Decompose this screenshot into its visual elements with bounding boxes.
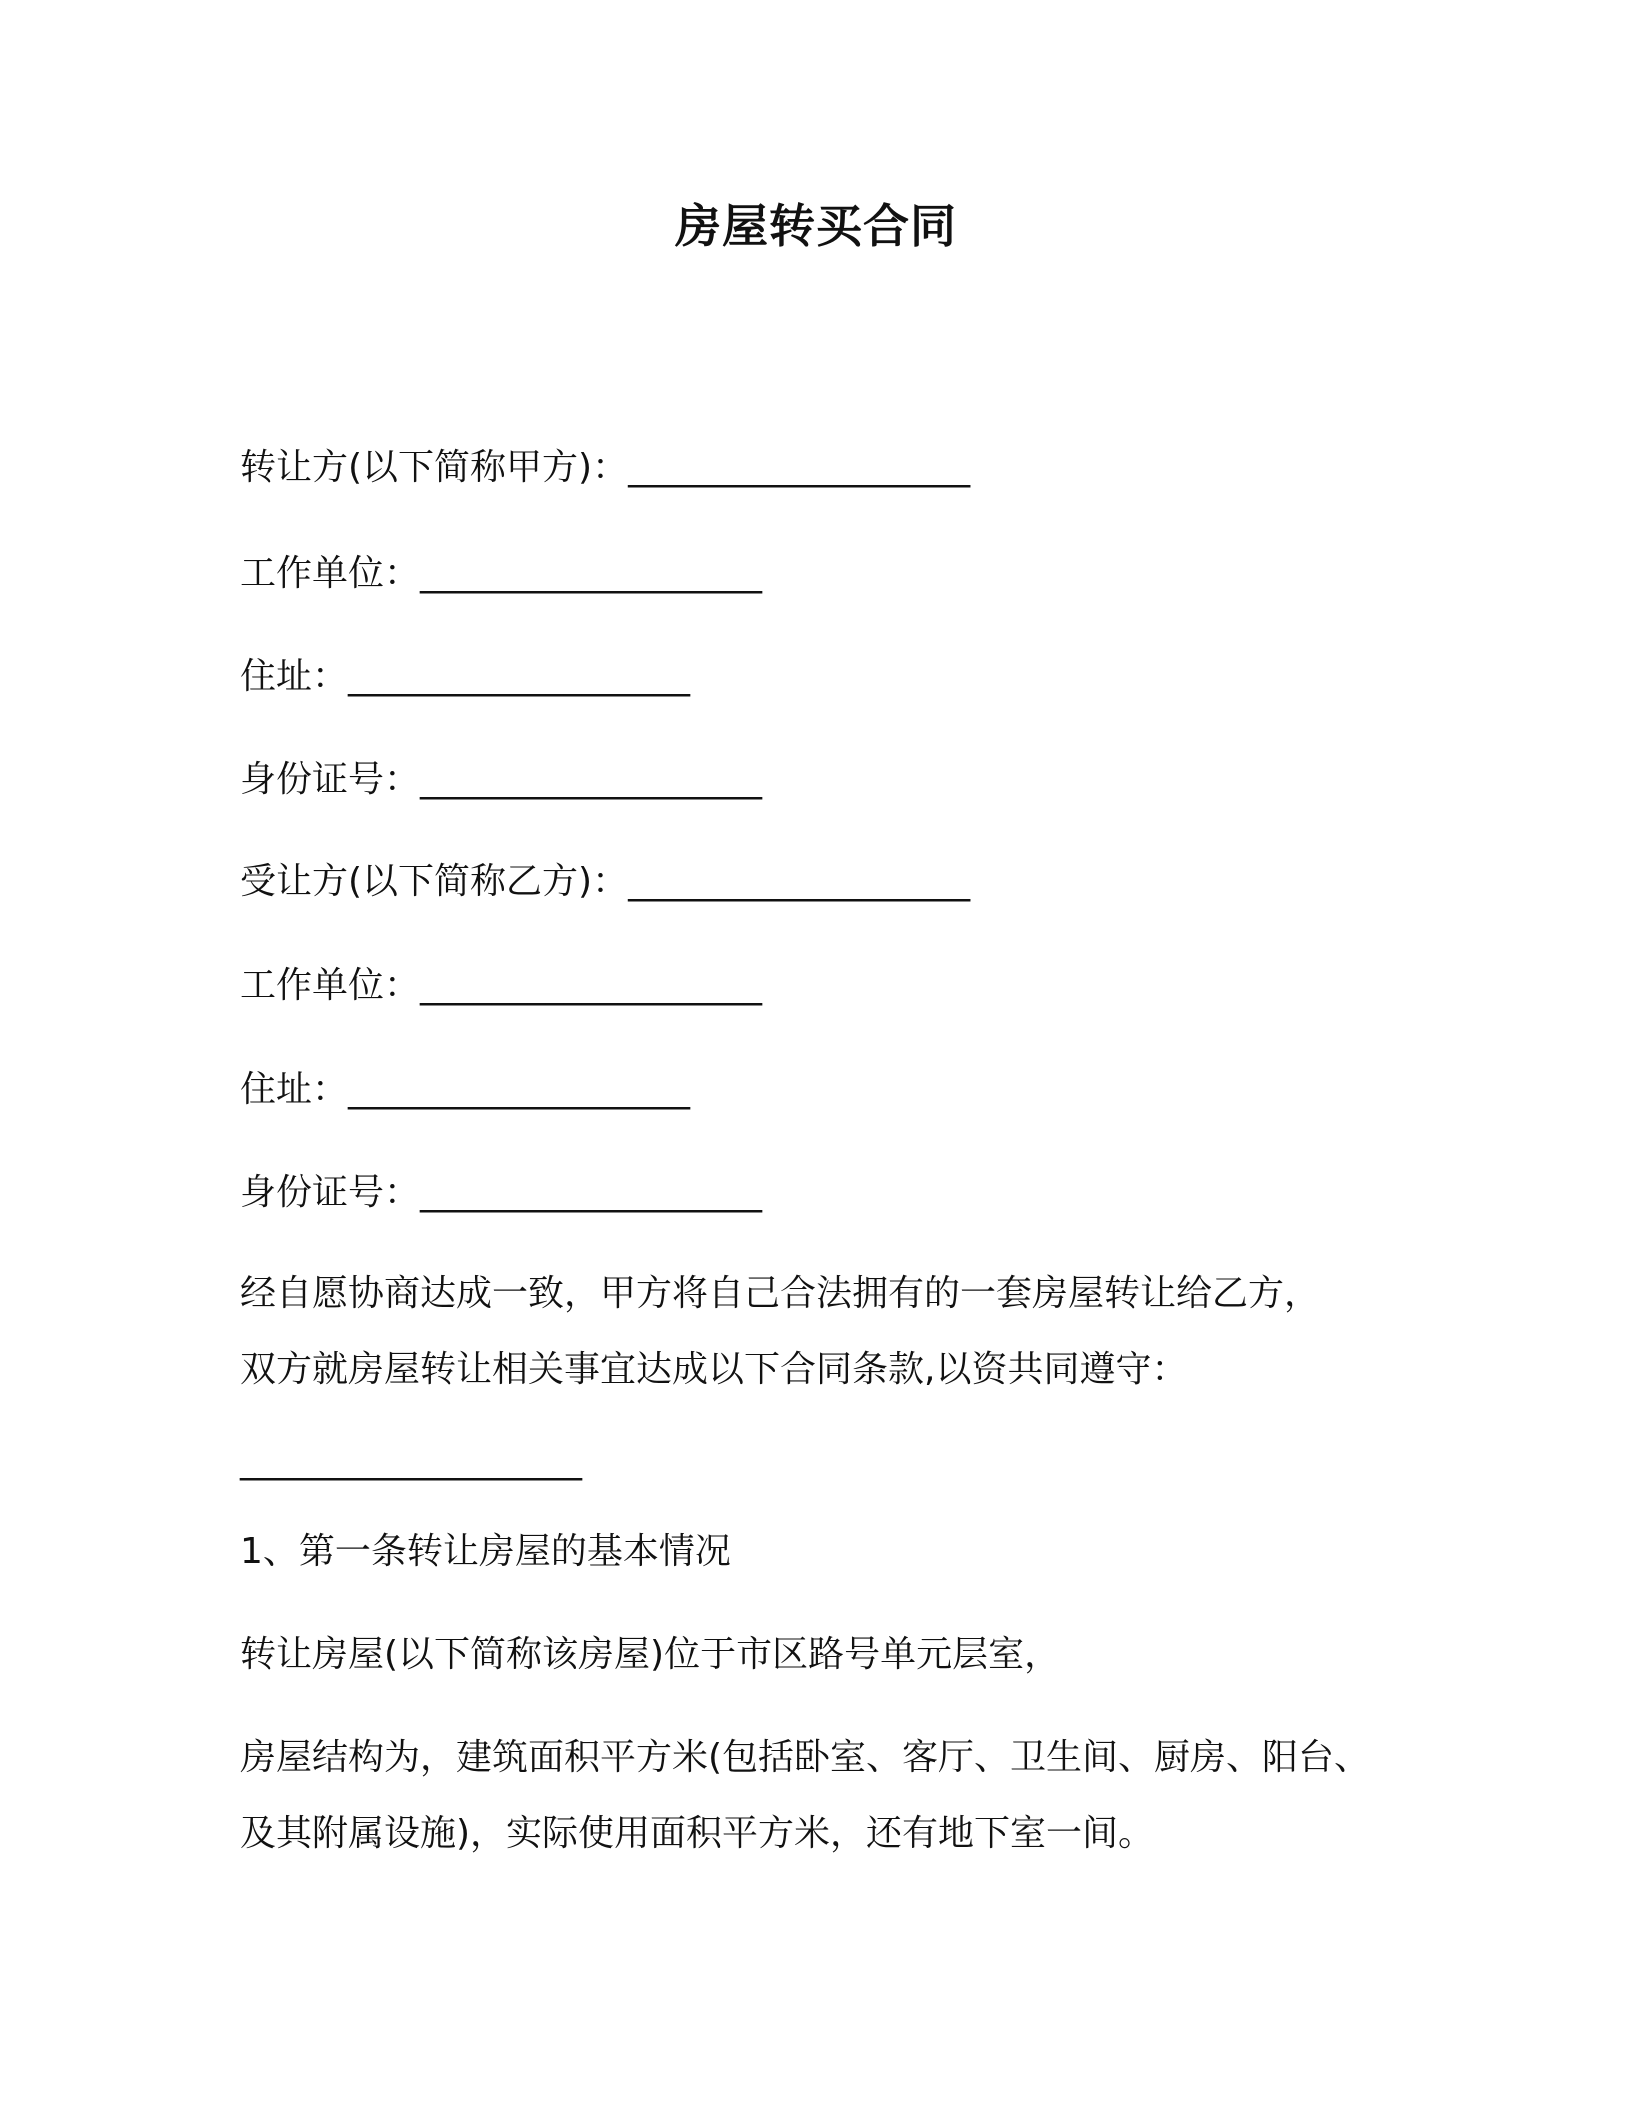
transferee-line: 受让方(以下简称乙方)：___________________ [240, 861, 971, 902]
property-structure-line-1: 房屋结构为，建筑面积平方米(包括卧室、客厅、卫生间、厨房、阳台、 [240, 1737, 1371, 1778]
blank-line: ___________________ [240, 1440, 582, 1481]
section-heading: 1、第一条转让房屋的基本情况 [240, 1531, 731, 1572]
transferor-address-line: 住址：___________________ [240, 656, 691, 697]
agreement-paragraph-line-1: 经自愿协商达成一致，甲方将自己合法拥有的一套房屋转让给乙方， [240, 1273, 1321, 1314]
property-structure-line-2: 及其附属设施)，实际使用面积平方米，还有地下室一间。 [240, 1813, 1155, 1854]
transferee-address-line: 住址：___________________ [240, 1069, 691, 1110]
property-location-line: 转让房屋(以下简称该房屋)位于市区路号单元层室， [240, 1634, 1061, 1675]
transferor-line: 转让方(以下简称甲方)：___________________ [240, 447, 971, 488]
transferor-employer-line: 工作单位：___________________ [240, 553, 763, 594]
transferee-id-line: 身份证号：___________________ [240, 1172, 763, 1213]
transferee-employer-line: 工作单位：___________________ [240, 965, 763, 1006]
transferor-id-line: 身份证号：___________________ [240, 759, 763, 800]
document-title: 房屋转买合同 [675, 199, 957, 253]
agreement-paragraph-line-2: 双方就房屋转让相关事宜达成以下合同条款,以资共同遵守： [240, 1349, 1188, 1390]
